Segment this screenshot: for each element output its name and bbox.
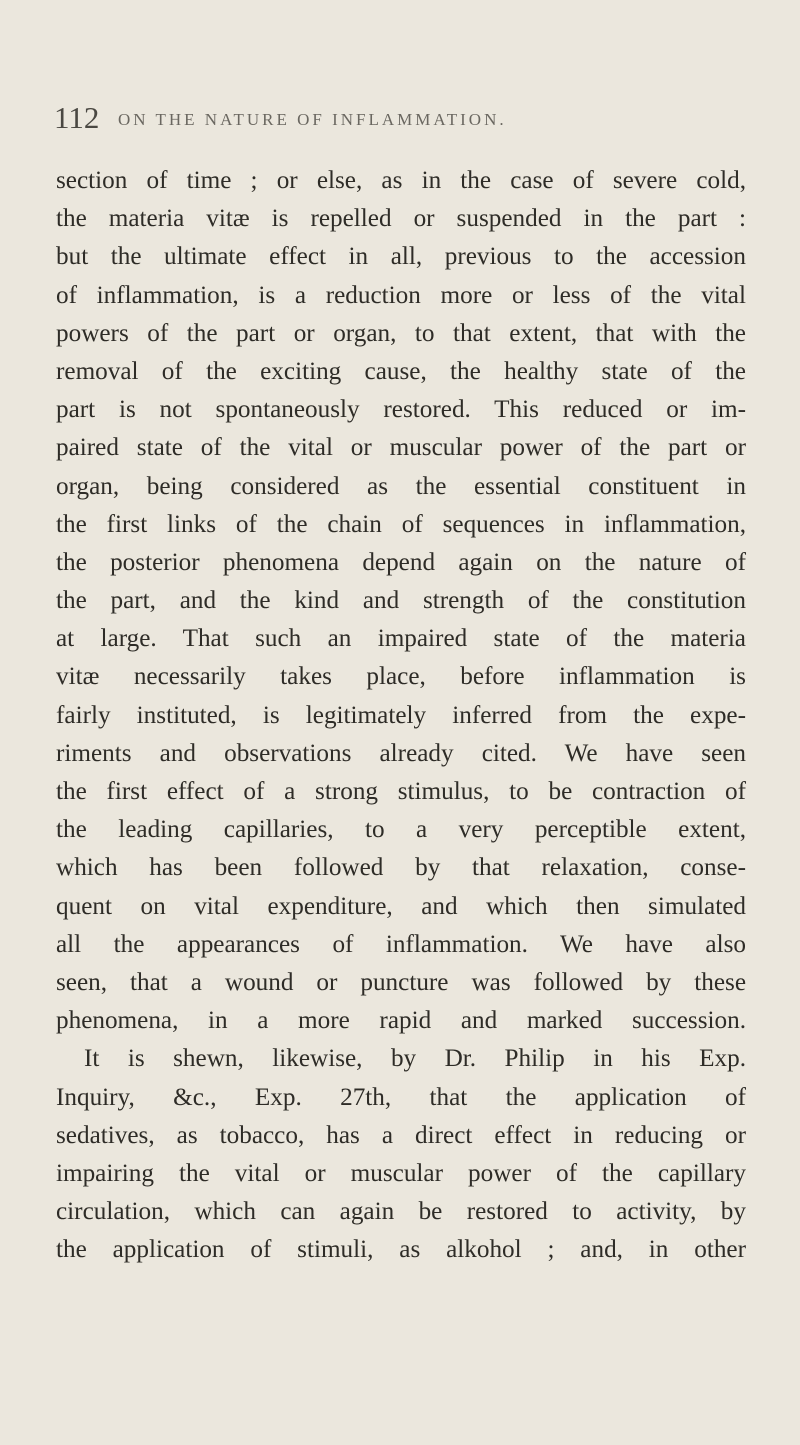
text-line: the first effect of a strong stimulus, to be contraction of [56,778,746,805]
text-line: impairing the vital or muscular power of the capillary [56,1159,746,1187]
text-line: part is not spontaneously restored. This reduced or im- [56,396,746,424]
text-line: the application of stimuli, as alkohol ; and, in other [56,1236,746,1264]
running-title: ON THE NATURE OF INFLAMMATION. [118,110,507,129]
text-line: organ, being considered as the essential constituent in [56,472,746,500]
page-header [54,98,746,138]
text-line: but the ultimate effect in all, previous to the accession [56,243,746,271]
body-text [56,162,746,1269]
text-line: phenomena, in a more rapid and marked succession. [56,1007,746,1035]
text-line: paired state of the vital or muscular power of the part or [56,434,746,462]
text-line: fairly instituted, is legitimately inferred from the expe- [56,701,746,729]
text-line: the leading capillaries, to a very perceptible extent, [56,816,746,844]
text-line: section of time ; or else, as in the case of severe cold, [56,167,746,194]
text-line: at large. That such an impaired state of the materia [56,625,746,653]
text-line: the part, and the kind and strength of the constitution [56,587,746,615]
text-line: seen, that a wound or puncture was followed by these [56,968,746,996]
text-line: the posterior phenomena depend again on the nature of [56,548,746,576]
text-line: quent on vital expenditure, and which then simulated [56,892,746,920]
text-line: the materia vitæ is repelled or suspended in the part : [56,205,746,233]
text-line: powers of the part or organ, to that extent, that with the [56,319,746,347]
text-line: It is shewn, likewise, by Dr. Philip in his Exp. [84,1045,746,1073]
text-line: all the appearances of inflammation. We have also [56,930,746,958]
page-number: 112 [54,100,100,135]
text-line: the first links of the chain of sequences in inflammation, [56,510,746,538]
text-line: vitæ necessarily takes place, before inflammation is [56,663,746,691]
text-line: sedatives, as tobacco, has a direct effect in reducing or [56,1121,746,1149]
text-line: which has been followed by that relaxation, conse- [56,854,746,882]
text-line: removal of the exciting cause, the healthy state of the [56,357,746,385]
text-line: riments and observations already cited. We have seen [56,739,746,767]
text-line: Inquiry, &c., Exp. 27th, that the application of [56,1083,746,1111]
text-line: circulation, which can again be restored to activity, by [56,1198,746,1226]
text-line: of inflammation, is a reduction more or less of the vital [56,281,746,309]
